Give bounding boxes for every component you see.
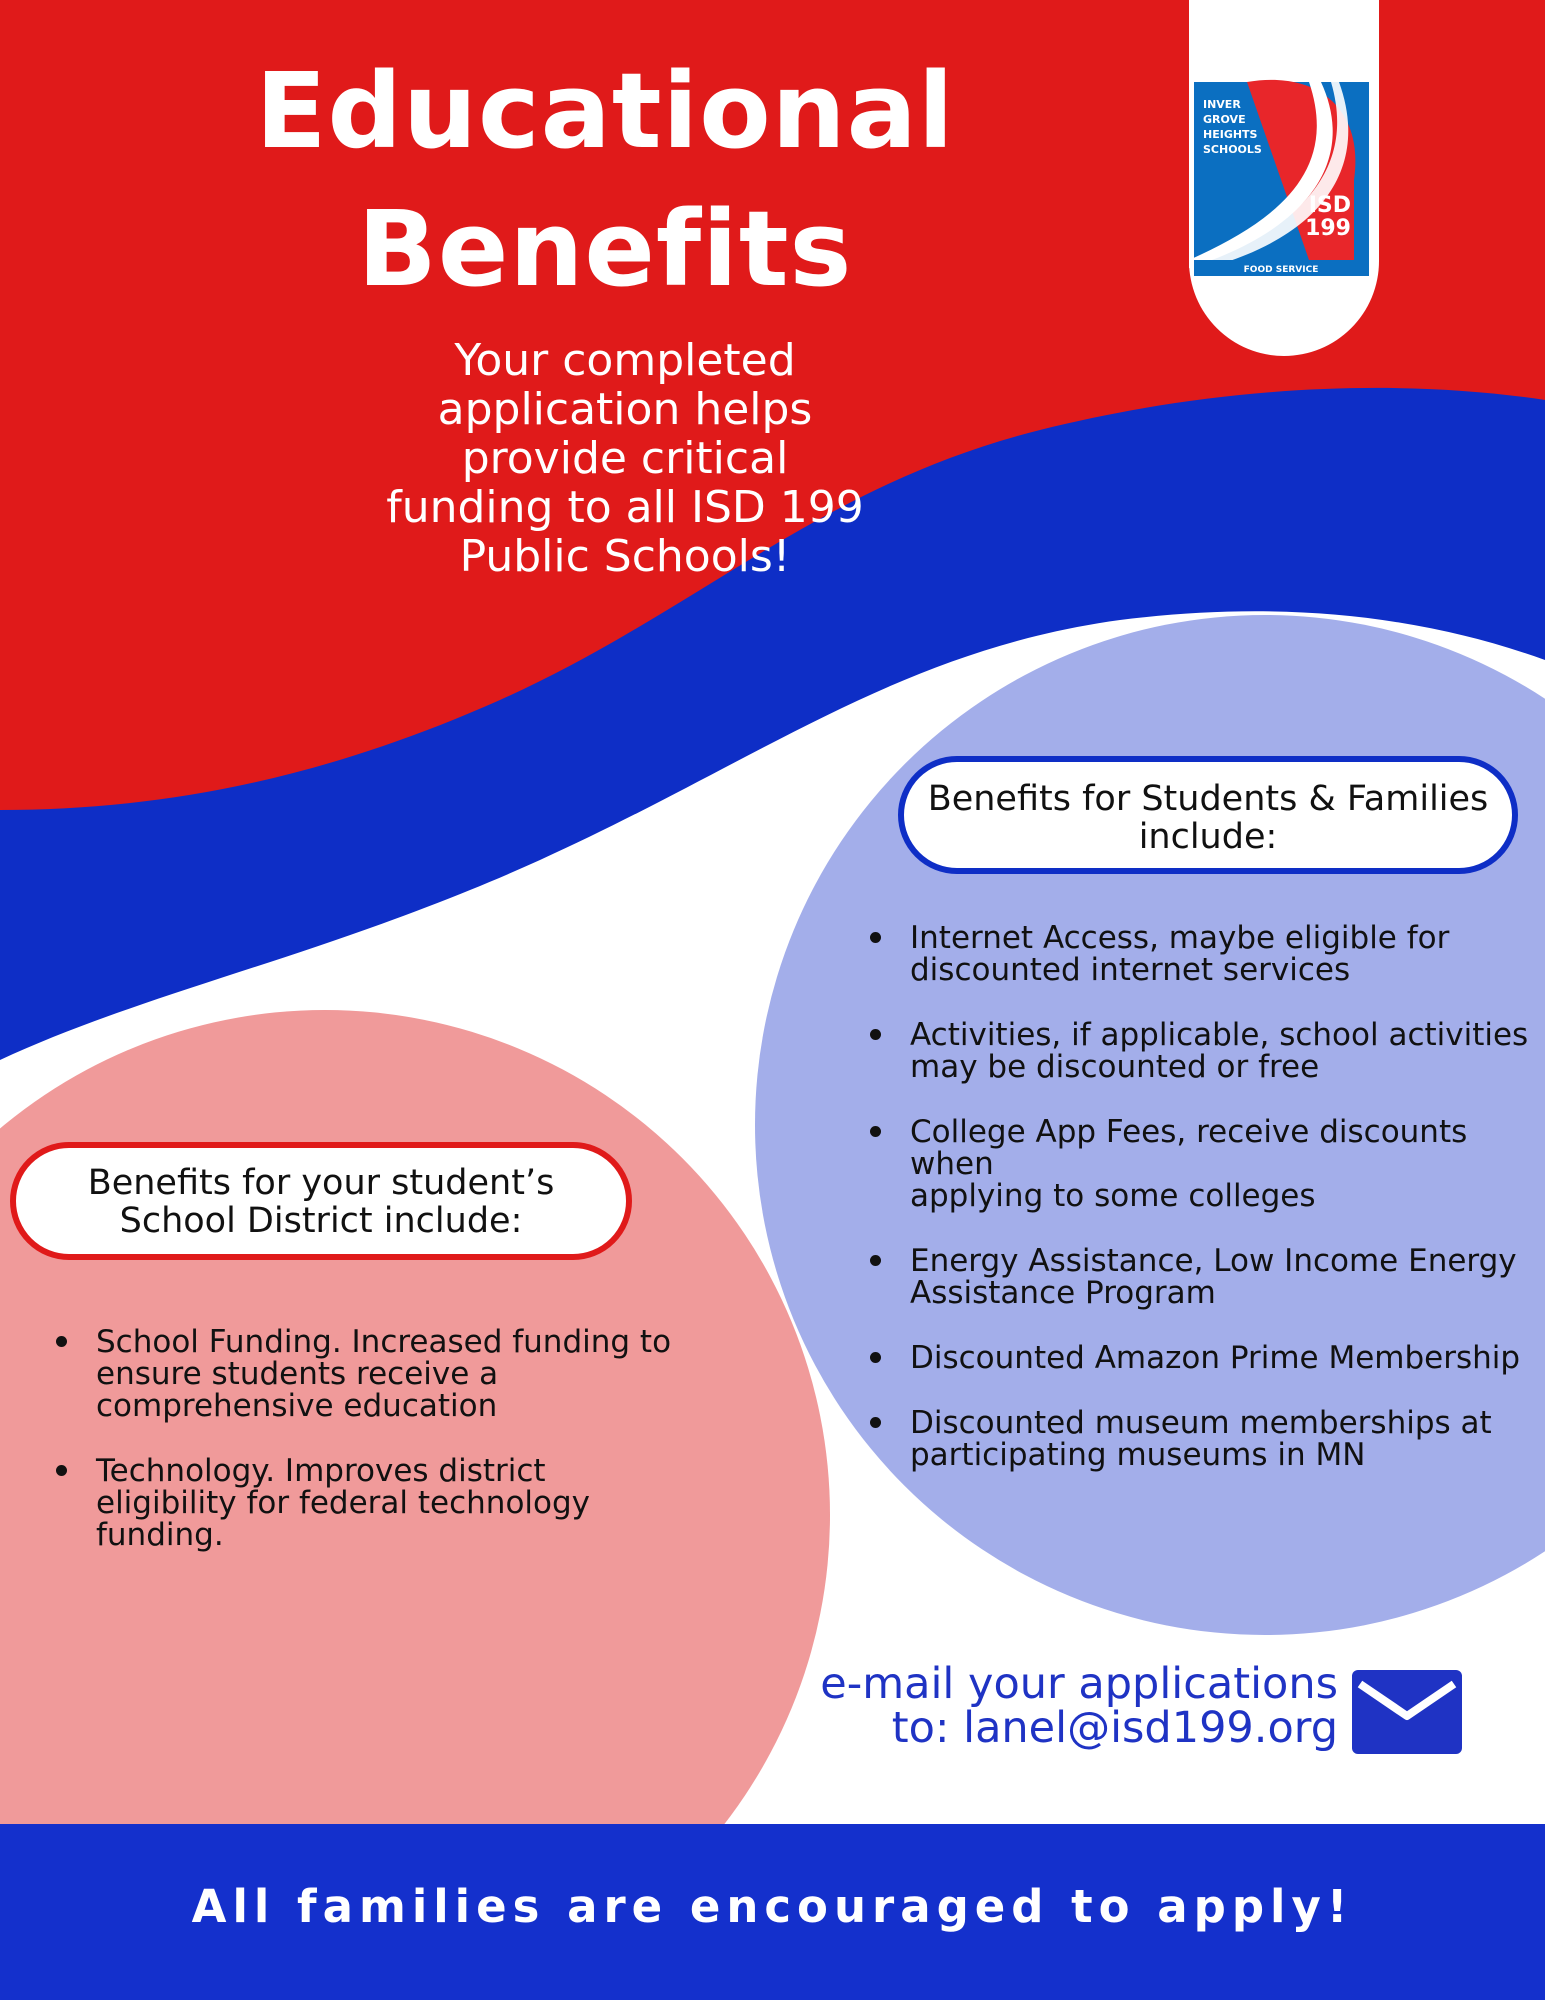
logo-service: FOOD SERVICE [1243, 265, 1319, 275]
list-item [96, 1326, 696, 1422]
logo-line: SCHOOLS [1203, 143, 1262, 156]
list-item [910, 1342, 1530, 1374]
subtitle-line: application helps [437, 384, 813, 435]
item-line: Technology. Improves district [96, 1453, 546, 1489]
item-line: Discounted Amazon Prime Membership [910, 1340, 1521, 1376]
list-item [910, 1245, 1530, 1309]
subtitle [340, 336, 910, 581]
item-line: Energy Assistance, Low Income Energy [910, 1243, 1517, 1279]
district-benefits-list [96, 1326, 696, 1584]
district-heading-line: School District include: [119, 1201, 523, 1241]
list-item [910, 1116, 1530, 1212]
bullet-icon [870, 1029, 881, 1040]
bullet-icon [870, 1126, 881, 1137]
subtitle-line: Your completed [454, 335, 796, 386]
list-item [910, 1407, 1530, 1471]
logo-line: HEIGHTS [1203, 128, 1258, 141]
item-line: applying to some colleges [910, 1178, 1316, 1214]
logo-line: INVER [1203, 98, 1241, 111]
item-line: comprehensive education [96, 1388, 498, 1424]
list-item [910, 922, 1530, 986]
email-instructions [790, 1659, 1338, 1753]
email-line-2[interactable]: to: lanel@isd199.org [891, 1703, 1338, 1753]
item-line: College App Fees, receive discounts when [910, 1114, 1468, 1182]
subtitle-line: funding to all ISD 199 [386, 482, 864, 533]
envelope-icon [1352, 1670, 1462, 1754]
logo-number: 199 [1305, 216, 1351, 241]
item-line: Discounted museum memberships at [910, 1405, 1492, 1441]
families-benefits-list [910, 922, 1530, 1504]
families-heading-line: Benefits for Students & Families [927, 779, 1489, 819]
logo-emblem [1189, 70, 1379, 280]
families-heading [898, 756, 1518, 874]
email-line-1: e-mail your applications [820, 1659, 1338, 1709]
list-item [96, 1455, 696, 1551]
item-line: Assistance Program [910, 1275, 1216, 1311]
item-line: eligibility for federal technology [96, 1485, 591, 1521]
bullet-icon [870, 1417, 881, 1428]
subtitle-line: Public Schools! [459, 531, 791, 582]
district-heading-line: Benefits for your student’s [87, 1163, 555, 1203]
item-line: funding. [96, 1517, 224, 1553]
footer-banner [0, 1824, 1545, 2000]
title-line-1: Educational [255, 50, 955, 172]
item-line: Activities, if applicable, school activities [910, 1017, 1529, 1053]
bullet-icon [56, 1465, 67, 1476]
district-heading [10, 1142, 632, 1260]
subtitle-line: provide critical [461, 433, 789, 484]
district-logo [1189, 0, 1379, 356]
list-item [910, 1019, 1530, 1083]
item-line: Internet Access, maybe eligible for [910, 920, 1450, 956]
item-line: participating museums in MN [910, 1437, 1366, 1473]
bullet-icon [870, 1352, 881, 1363]
bullet-icon [870, 932, 881, 943]
title-line-2: Benefits [357, 188, 853, 310]
item-line: may be discounted or free [910, 1049, 1320, 1085]
footer-text: All families are encouraged to apply! [191, 1880, 1354, 1933]
bullet-icon [870, 1255, 881, 1266]
item-line: ensure students receive a [96, 1356, 499, 1392]
bullet-icon [56, 1336, 67, 1347]
item-line: discounted internet services [910, 952, 1351, 988]
item-line: School Funding. Increased funding to [96, 1324, 672, 1360]
families-heading-line: include: [1138, 817, 1278, 857]
logo-line: GROVE [1203, 113, 1246, 126]
logo-isd: ISD [1308, 193, 1351, 218]
